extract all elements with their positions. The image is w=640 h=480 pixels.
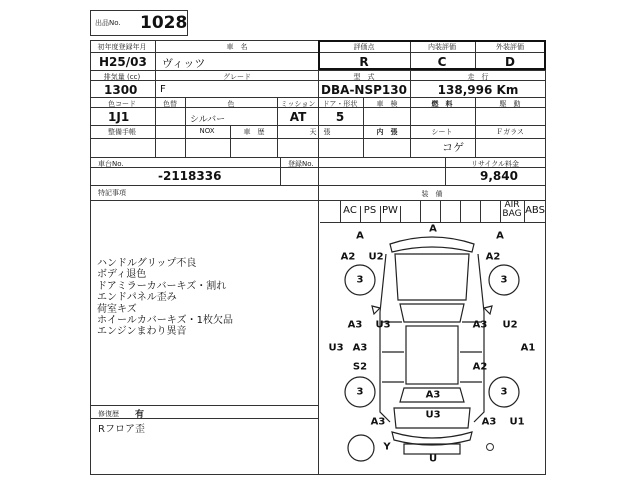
doors-label: ドア・形状 [322, 100, 358, 108]
equipment-ps: PS [363, 205, 377, 216]
history-label: 車 歴 [243, 128, 265, 136]
drive-label: 駆 動 [499, 100, 521, 108]
equipment-cell [420, 200, 441, 222]
damage-code: 3 [500, 274, 508, 286]
manual-label: 整備手帳 [108, 128, 136, 136]
marker-dot [486, 443, 494, 451]
mission-value: AT [289, 110, 307, 124]
exterior-value: D [505, 55, 515, 69]
interior-label: 内装評価 [428, 43, 456, 51]
name-value: ヴィッツ [162, 57, 206, 70]
chassis-value: -2118336 [158, 169, 222, 183]
fuel-label: 燃 料 [431, 100, 453, 108]
equipment-ac: AC [343, 205, 357, 216]
mission-label: ミッション [280, 100, 316, 108]
equipment-pw: PW [382, 205, 398, 216]
damage-code: S2 [352, 361, 368, 373]
chassis-label: 車台No. [98, 160, 124, 168]
note-line: エンドパネル歪み [97, 292, 177, 304]
mileage-value: 138,996 Km [437, 83, 519, 97]
damage-code: 3 [356, 274, 364, 286]
note-line: エンジンまわり異音 [97, 326, 187, 338]
color-code-value: 1J1 [108, 110, 130, 124]
damage-code: A3 [425, 389, 441, 401]
year-label: 初年度登録年月 [97, 43, 147, 51]
damage-code: 3 [356, 386, 364, 398]
repair-note: Rフロア歪 [98, 424, 145, 435]
model-value: DBA-NSP130 [321, 83, 407, 97]
recycle-label: リサイクル料金 [470, 160, 520, 168]
note-line: ホイールカバーキズ・1枚欠品 [97, 315, 233, 327]
damage-code: U3 [328, 342, 344, 354]
interior-trim-label: 内 張 [376, 128, 398, 136]
damage-code: A [496, 230, 504, 242]
equipment-cell [320, 200, 341, 222]
cc-value: 1300 [104, 83, 138, 97]
equipment-abs: ABS [525, 205, 545, 216]
repair-label: 修復歴 [98, 410, 119, 418]
damage-code: U3 [375, 319, 391, 331]
grade-value: F [160, 84, 166, 95]
equipment-cell [440, 200, 461, 222]
seat-value: コゲ [442, 141, 464, 154]
repair-value: 有 [135, 410, 145, 420]
damage-code: A2 [340, 251, 356, 263]
score-label: 評価点 [353, 43, 375, 51]
score-value: R [359, 55, 369, 69]
name-label: 車 名 [226, 43, 248, 51]
grade-label: グレード [223, 73, 251, 81]
color-code-label: 色コード [108, 100, 136, 108]
equipment-cell [524, 206, 546, 222]
equipment-cell [380, 206, 401, 222]
damage-code: A [356, 230, 364, 242]
color-change-label: 色替 [163, 100, 177, 108]
color-label: 色 [227, 100, 235, 108]
equipment-cell [360, 206, 381, 222]
year-value: H25/03 [99, 55, 147, 69]
cc-label: 排気量 (cc) [103, 73, 141, 81]
damage-code: A2 [472, 361, 488, 373]
equipment-cell [400, 200, 421, 222]
damage-code: A1 [520, 342, 536, 354]
damage-code: Y [383, 441, 391, 453]
equipment-label: 装 備 [421, 190, 443, 198]
notes-label: 特記事項 [98, 189, 126, 197]
damage-code: U3 [425, 409, 441, 421]
nox-label: NOX [199, 127, 215, 135]
equipment-airbag: AIR BAG [502, 200, 522, 219]
lot-label: 出品No. [95, 19, 121, 27]
damage-code: A2 [485, 251, 501, 263]
damage-code: 3 [500, 386, 508, 398]
note-line: ボディ退色 [97, 269, 147, 281]
doors-value: 5 [335, 110, 345, 124]
equipment-grid [320, 200, 546, 222]
reg-label: 登録No. [288, 160, 314, 168]
equipment-cell [500, 201, 525, 222]
spare-wheel [348, 435, 374, 461]
damage-code: U2 [502, 319, 518, 331]
damage-code: A [429, 223, 437, 235]
equipment-cell [480, 200, 501, 222]
exterior-label: 外装評価 [496, 43, 524, 51]
damage-code: A3 [352, 342, 368, 354]
damage-code: A3 [481, 416, 497, 428]
damage-code: U2 [368, 251, 384, 263]
model-label: 型 式 [353, 73, 375, 81]
damage-code: A3 [347, 319, 363, 331]
damage-code: U1 [509, 416, 525, 428]
interior-value: C [437, 55, 447, 69]
seat-label: シート [431, 128, 453, 136]
damage-code: U [428, 453, 438, 465]
lot-number: 1028 [140, 13, 188, 33]
color-value: シルバー [190, 115, 226, 125]
sunroof-label: 天 張 [309, 128, 331, 136]
note-line: 荷室キズ [97, 303, 137, 315]
notes-list [97, 258, 312, 338]
damage-code: A3 [370, 416, 386, 428]
rglass-label: Ｆガラス [496, 128, 524, 136]
damage-code: A3 [472, 319, 488, 331]
recycle-value: 9,840 [480, 169, 518, 183]
mileage-label: 走 行 [467, 73, 489, 81]
equipment-cell [460, 200, 481, 222]
equipment-cell [340, 206, 361, 222]
note-line: ドアミラーカバーキズ・割れ [97, 280, 227, 292]
inspection-label: 車 検 [376, 100, 398, 108]
note-line: ハンドルグリップ不良 [97, 258, 197, 269]
